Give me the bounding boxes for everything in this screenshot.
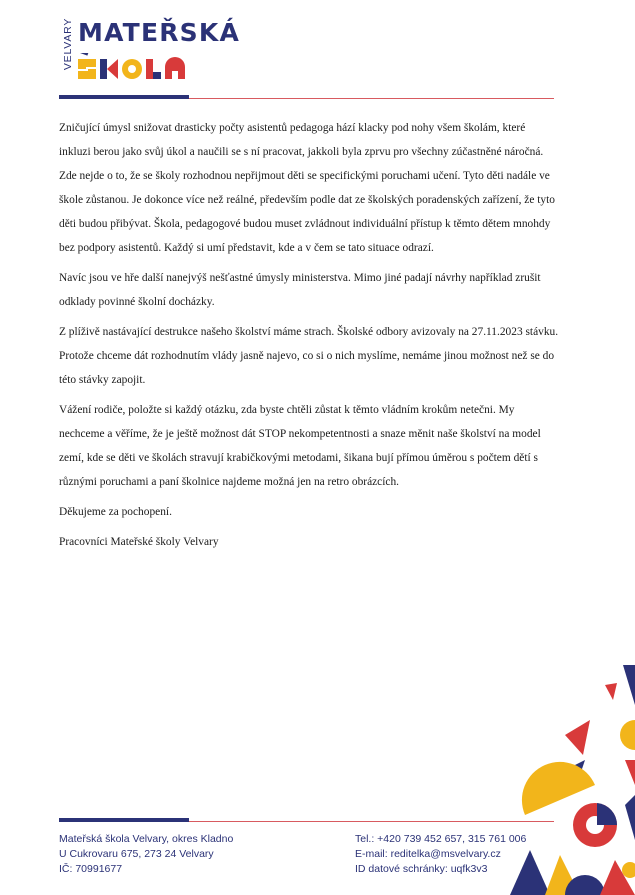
footer-phone: Tel.: +420 739 452 657, 315 761 006: [355, 833, 527, 845]
school-logo: [58, 18, 258, 88]
footer-address: [59, 832, 233, 877]
letter-body: [59, 116, 559, 560]
footer-contact: [355, 832, 526, 877]
footer-email: E-mail: reditelka@msvelvary.cz: [355, 848, 501, 860]
paragraph-3: Z plíživě nastávající destrukce našeho školství máme strach. Školské odbory avizovaly na 27.11.2023 stávku. Protože chceme dát rozhodnutím vlády jasně najevo, co si o nich myslíme, nemáme jinou možnost než se do této stávky zapojit.: [59, 326, 559, 386]
paragraph-4: Vážení rodiče, položte si každý otázku, zda byste chtěli zůstat k těmto vládním krokům netečni. My nechceme a věříme, že je ještě možnost dát STOP nekompetentnosti a snaze měnit naše školství na model zemí, kde se děti ve školách stravují krabičkovými metodami, šikana bují přímou úměrou s počtem dětí s různými poruchami a paní školnice najdeme možná jen na retro obrázcích.: [59, 404, 541, 488]
footer-data-box: ID datové schránky: uqfk3v3: [355, 863, 488, 875]
signature: Pracovníci Mateřské školy Velvary: [59, 536, 219, 548]
footer-street: U Cukrovaru 675, 273 24 Velvary: [59, 848, 214, 860]
footer-school-name: Mateřská škola Velvary, okres Kladno: [59, 833, 234, 845]
logo-velvary-text: VELVARY: [62, 17, 74, 71]
header-divider-thick: [59, 95, 189, 99]
footer-ico: IČ: 70991677: [59, 863, 123, 875]
closing-thanks: Děkujeme za pochopení.: [59, 506, 172, 518]
logo-title: MATEŘSKÁ: [78, 18, 240, 47]
logo-skola-graphic: [76, 53, 216, 83]
footer-divider-thick: [59, 818, 189, 822]
paragraph-2: Navíc jsou ve hře další nanejvýš nešťastné úmysly ministerstva. Mimo jiné padají návrhy například zrušit odklady povinné školní docházky.: [59, 272, 541, 308]
paragraph-1: Zničující úmysl snižovat drasticky počty asistentů pedagoga hází klacky pod nohy všem školám, které inkluzi berou jako svůj úkol a naučili se s ní pracovat, jakkoli byla zprvu pro všechny zúčastněné náročná. Zde nejde o to, že se školy rozhodnou nepřijmout děti se specifickými poruchami učení. Tyto děti nadále ve škole zůstanou. Je dokonce více než reálné, především podle dat ze školských poradenských zařízení, že tyto děti budou přibývat. Škola, pedagogové budou muset zvládnout individuální přístup k těmto dětem mnohdy bez podpory asistentů. Každý si umí představit, kde a v čem se tato situace odrazí.: [59, 122, 555, 254]
